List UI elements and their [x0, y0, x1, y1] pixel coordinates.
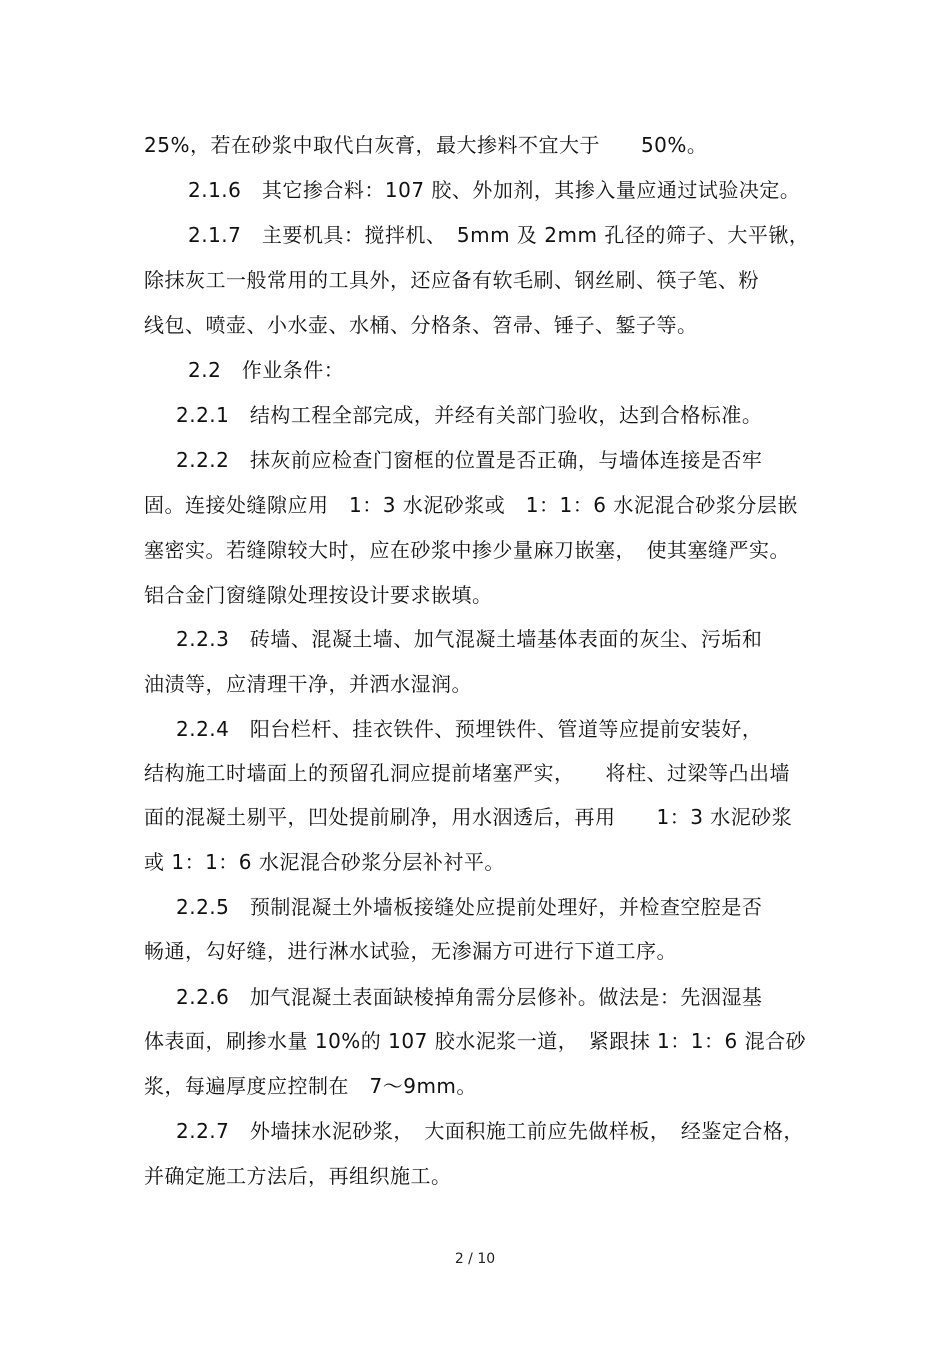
text-line: 面的混凝土剔平，凹处提前刷净，用水洇透后，再用 1：3 水泥砂浆: [144, 805, 793, 829]
text-line: 除抹灰工一般常用的工具外，还应备有软毛刷、钢丝刷、筷子笔、粉: [144, 268, 759, 292]
text-line: 2.2.4 阳台栏杆、挂衣铁件、预埋铁件、管道等应提前安装好，: [176, 717, 763, 741]
text-line: 2.2.1 结构工程全部完成，并经有关部门验收，达到合格标准。: [176, 403, 763, 427]
text-line: 2.2.3 砖墙、混凝土墙、加气混凝土墙基体表面的灰尘、污垢和: [176, 627, 763, 651]
page-number: 2 / 10: [454, 1251, 496, 1267]
text-line: 浆，每遍厚度应控制在 7～9mm。: [144, 1074, 477, 1098]
text-line: 或 1：1：6 水泥混合砂浆分层补衬平。: [144, 850, 505, 874]
text-line: 并确定施工方法后，再组织施工。: [144, 1164, 452, 1188]
text-line: 2.2.6 加气混凝土表面缺棱掉角需分层修补。做法是：先洇湿基: [176, 985, 763, 1009]
text-line: 固。连接处缝隙应用 1：3 水泥砂浆或 1：1：6 水泥混合砂浆分层嵌: [144, 493, 798, 517]
text-line: 畅通，勾好缝，进行淋水试验，无渗漏方可进行下道工序。: [144, 939, 677, 963]
text-line: 铝合金门窗缝隙处理按设计要求嵌填。: [144, 583, 493, 607]
text-line: 2.2.2 抹灰前应检查门窗框的位置是否正确，与墙体连接是否牢: [176, 448, 763, 472]
text-line: 2.2.7 外墙抹水泥砂浆， 大面积施工前应先做样板， 经鉴定合格，: [176, 1119, 804, 1143]
text-line: 2.1.6 其它掺合料：107 胶、外加剂，其掺入量应通过试验决定。: [188, 178, 801, 202]
text-line: 结构施工时墙面上的预留孔洞应提前堵塞严实， 将柱、过梁等凸出墙: [144, 761, 790, 785]
text-line: 油渍等，应清理干净，并洒水湿润。: [144, 672, 472, 696]
text-line: 体表面，刷掺水量 10%的 107 胶水泥浆一道， 紧跟抹 1：1：6 混合砂: [144, 1029, 807, 1053]
text-line: 塞密实。若缝隙较大时，应在砂浆中掺少量麻刀嵌塞， 使其塞缝严实。: [144, 538, 790, 562]
text-line: 2.1.7 主要机具：搅拌机、 5mm 及 2mm 孔径的筛子、大平锹，: [188, 223, 810, 247]
text-line: 25%，若在砂浆中取代白灰膏，最大掺料不宜大于 50%。: [144, 133, 708, 157]
section-heading: 2.2 作业条件：: [188, 358, 345, 382]
text-line: 2.2.5 预制混凝土外墙板接缝处应提前处理好，并检查空腔是否: [176, 895, 763, 919]
text-line: 线包、喷壶、小水壶、水桶、分格条、笤帚、锤子、錾子等。: [144, 313, 698, 337]
